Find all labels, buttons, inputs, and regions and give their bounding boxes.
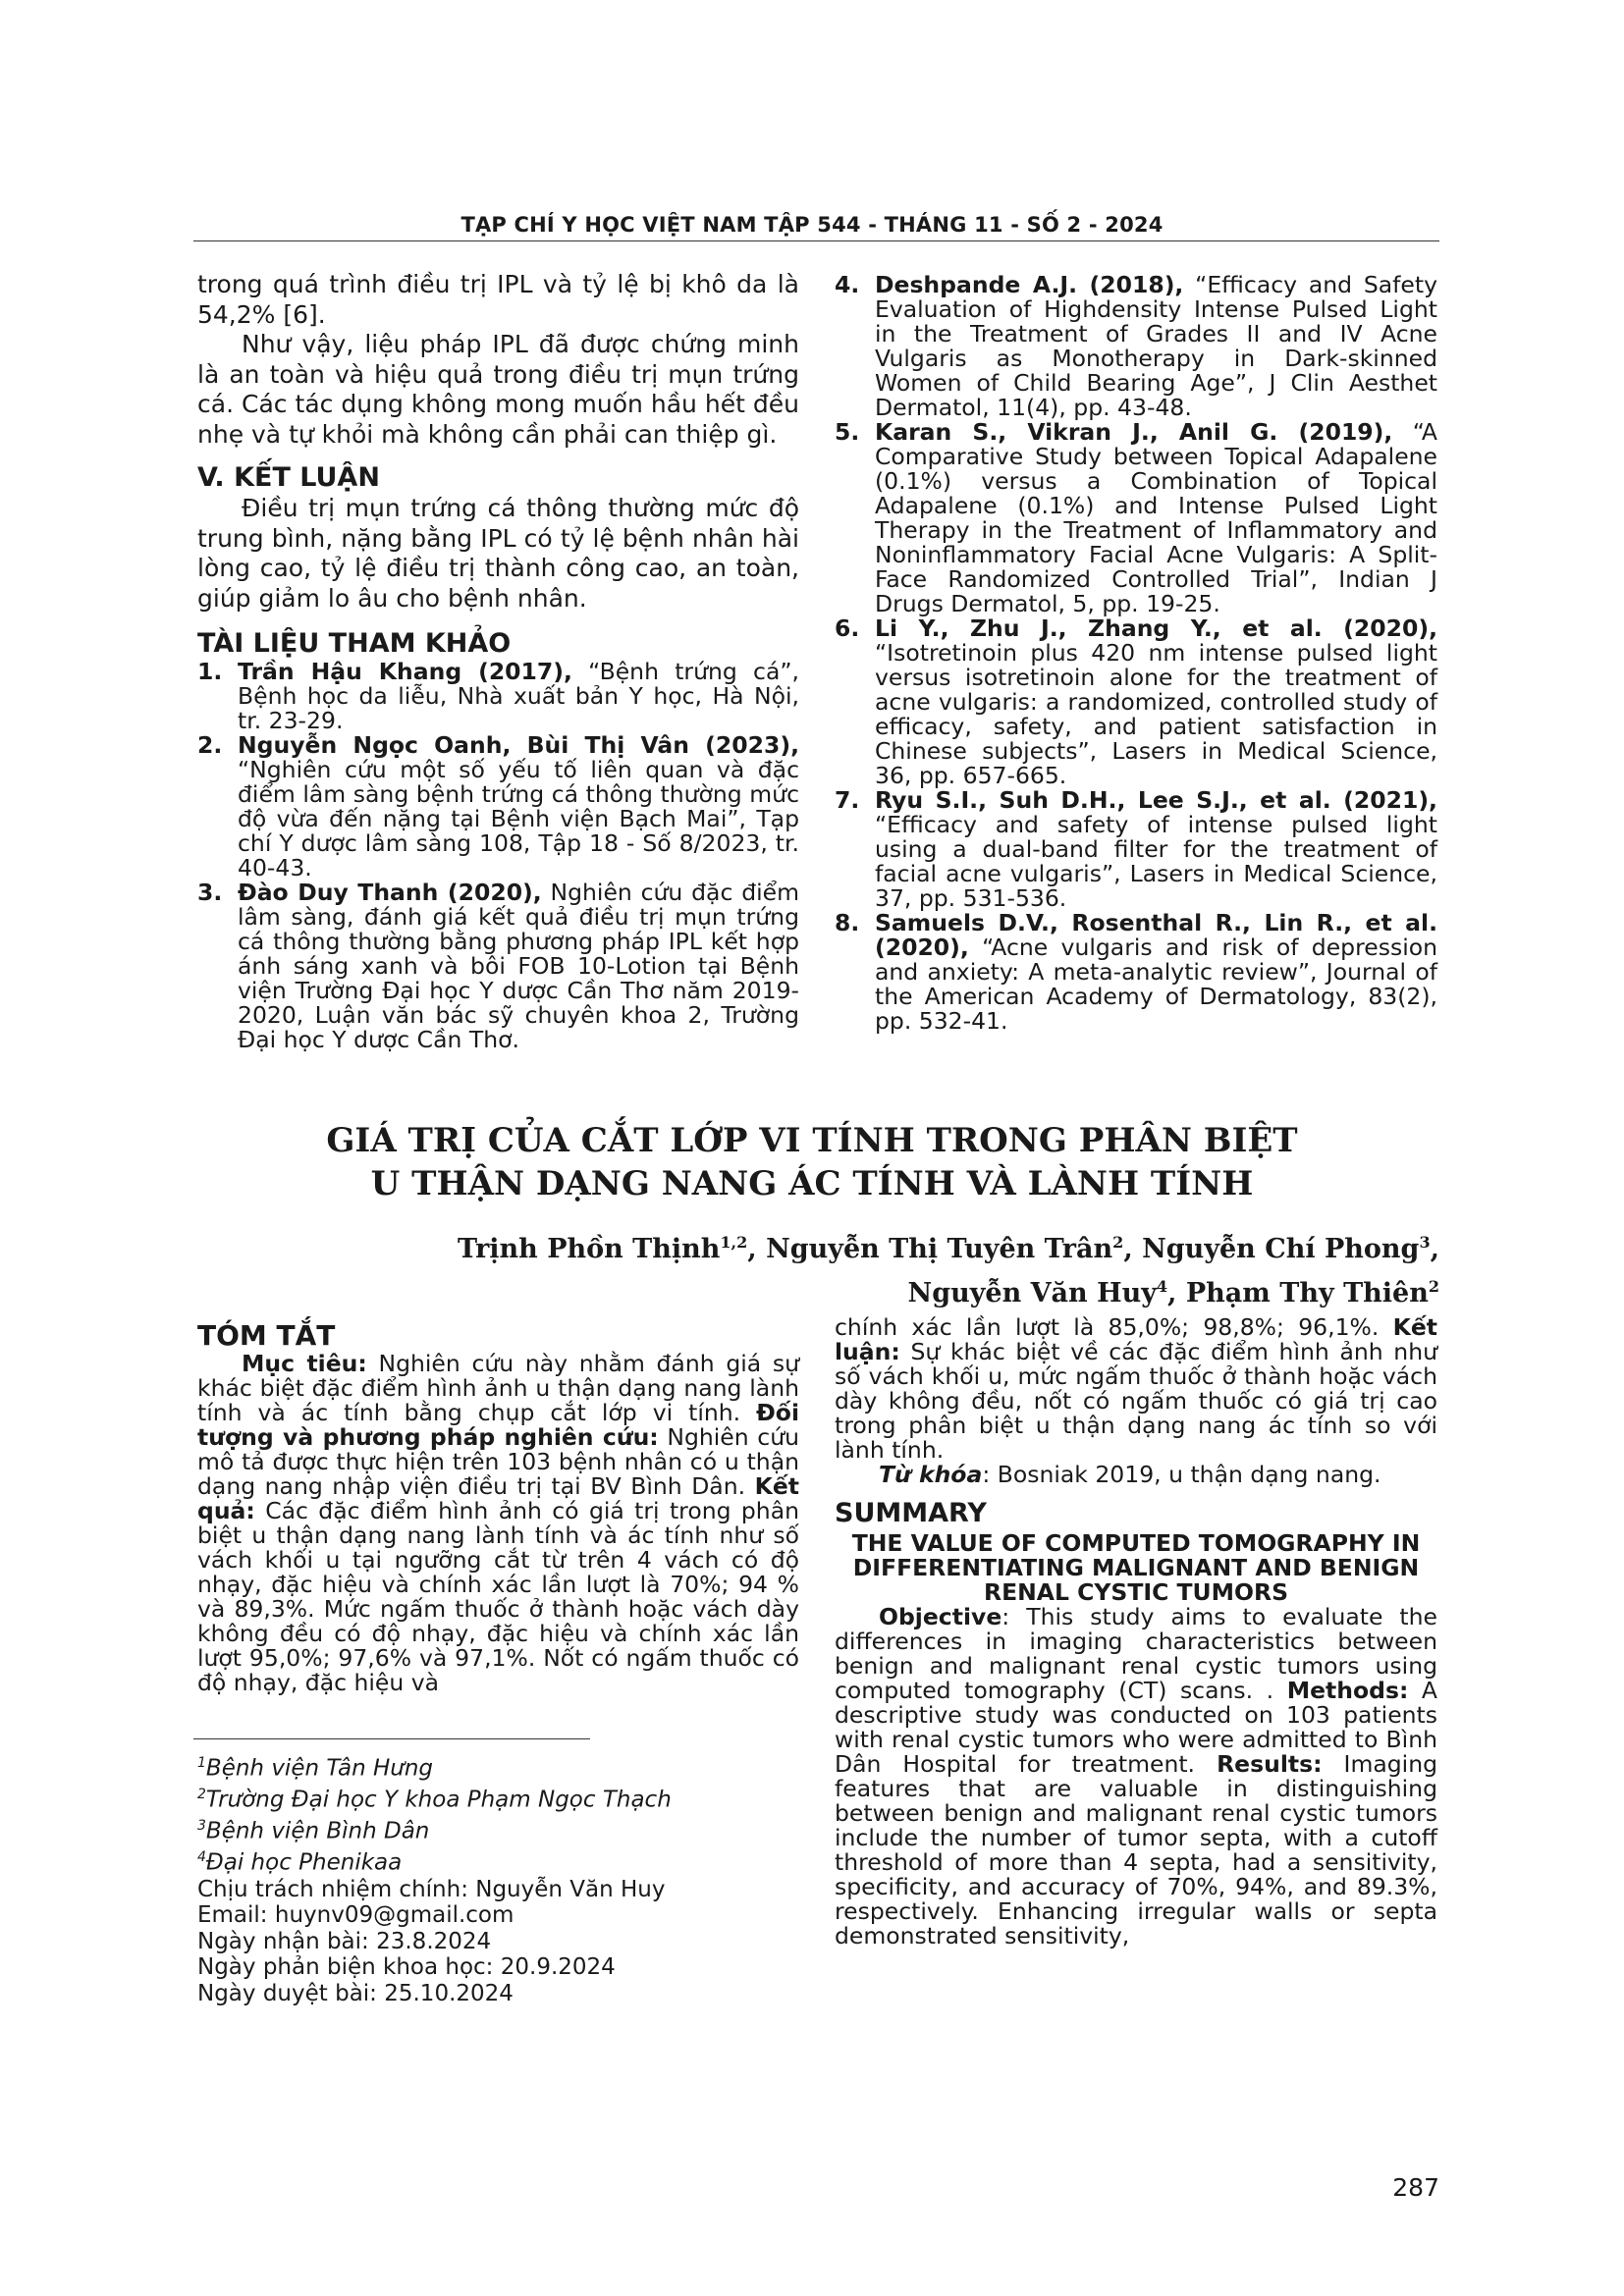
reference-item: 4. Deshpande A.J. (2018), “Efficacy and Safety Evaluation of Highdensity Intense Pulsed Light in the Treatment of Grades II and IV Acne Vulgaris as Monotherapy in Dark-skinned Women of Child Bearing Age”, J Clin Aesthet Dermatol, 11(4), pp. 43-48.: [835, 271, 1438, 421]
author-line-2: Nguyễn Văn Huy$^4$, Phạm Thy Thiên$^2$: [907, 1277, 1439, 1308]
email-line: Email: huynv09@gmail.com: [197, 1902, 514, 1929]
affiliation-2: $^2$Trường Đại học Y khoa Phạm Ngọc Thạch: [197, 1787, 672, 1813]
abstract-heading: TÓM TẮT: [197, 1319, 336, 1352]
abstract-body: Mục tiêu: Nghiên cứu này nhằm đánh giá sự khác biệt đặc điểm hình ảnh u thận dạng nang lành tính và ác tính bằng chụp cắt lớp vi tính. Đối tượng và phương pháp nghiên cứu: Nghiên cứu mô tả được thực hiện trên 103 bệnh nhân có u thận dạng nang nhập viện điều trị tại BV Bình Dân. Kết quả: Các đặc điểm hình ảnh có giá trị trong phân biệt u thận dạng nang lành tính và ác tính như số vách khối u tại ngưỡng cắt từ trên 4 vách có độ nhạy, đặc hiệu và chính xác lần lượt là 70%; 94 % và 89,3%. Mức ngấm thuốc ở thành hoặc vách dày không đều có độ nhạy, đặc hiệu và chính xác lần lượt 95,0%; 97,6% và 97,1%. Nốt có ngấm thuốc có độ nhạy, đặc hiệu và: [197, 1350, 800, 1696]
safety-paragraph: Như vậy, liệu pháp IPL đã được chứng minh là an toàn và hiệu quả trong điều trị mụn trứng cá. Các tác dụng không mong muốn hầu hết đều nhẹ và tự khỏi mà không cần phải can thiệp gì.: [197, 330, 799, 449]
summary-body: Objective: This study aims to evaluate the differences in imaging characteristics between benign and malignant renal cystic tumors using computed tomography (CT) scans. . Methods: A descriptive study was conducted on 103 patients with renal cystic tumors who were admitted to Bình Dân Hospital for treatment. Results: Imaging features that are valuable in distinguishing between benign and malignant renal cystic tumors include the number of tumor septa, with a cutoff threshold of more than 4 septa, had a sensitivity, specificity, and accuracy of 70%, 94%, and 89.3%, respectively. Enhancing irregular walls or septa demonstrated sensitivity,: [835, 1603, 1438, 1949]
article-title: [0, 1119, 1624, 1205]
author-line-1: Trịnh Phồn Thịnh$^{1,2}$, Nguyễn Thị Tuyên Trân$^2$, Nguyễn Chí Phong$^3$,: [457, 1233, 1439, 1264]
author-name: Nguyễn Thị Tuyên Trân: [766, 1234, 1113, 1264]
reference-item: 7. Ryu S.I., Suh D.H., Lee S.J., et al. (2021), “Efficacy and safety of intense pulsed light using a dual-band filter for the treatment of facial acne vulgaris”, Lasers in Medical Science, 37, pp. 531-536.: [835, 786, 1437, 912]
author-affiliation: 4: [1156, 1277, 1168, 1296]
abstract-continuation: chính xác lần lượt là 85,0%; 98,8%; 96,1%. Kết luận: Sự khác biệt về các đặc điểm hình ảnh như số vách khối u, mức ngấm thuốc ở thành hoặc vách dày không đều, nốt có ngấm thuốc có giá trị cao trong phân biệt u thận dạng nang ác tính so với lành tính.: [835, 1313, 1437, 1464]
conclusion-paragraph: Điều trị mụn trứng cá thông thường mức độ trung bình, nặng bằng IPL có tỷ lệ bệnh nhân hài lòng cao, tỷ lệ điều trị thành công cao, an toàn, giúp giảm lo âu cho bệnh nhân.: [197, 494, 799, 613]
reference-item: 1. Trần Hậu Khang (2017), “Bệnh trứng cá”, Bệnh học da liễu, Nhà xuất bản Y học, Hà Nội, tr. 23-29.: [197, 658, 799, 734]
affiliation-3: $^3$Bệnh viện Bình Dân: [197, 1818, 430, 1844]
author-name: Nguyễn Chí Phong: [1142, 1234, 1420, 1264]
affiliation-1: $^1$Bệnh viện Tân Hưng: [197, 1755, 434, 1782]
header-rule: [193, 240, 1439, 241]
page-number: 287: [1392, 2173, 1439, 2202]
abstract-vi: [197, 1319, 800, 1696]
left-column-top: [197, 270, 799, 1052]
author-affiliation: 2: [1428, 1277, 1439, 1296]
article-title-line-2: U THẬN DẠNG NANG ÁC TÍNH VÀ LÀNH TÍNH: [370, 1164, 1254, 1203]
review-date: Ngày phản biện khoa học: 20.9.2024: [197, 1954, 616, 1981]
keywords: Từ khóa: Bosniak 2019, u thận dạng nang.: [879, 1461, 1381, 1488]
article-title-line-1: GIÁ TRỊ CỦA CẮT LỚP VI TÍNH TRONG PHÂN BIỆT: [326, 1121, 1298, 1160]
footnote-rule: [193, 1738, 590, 1739]
footnotes: [197, 1750, 799, 2006]
author-affiliation: 2: [1112, 1233, 1124, 1252]
author-affiliation: 1,2: [720, 1233, 748, 1252]
responsible-author: Chịu trách nhiệm chính: Nguyễn Văn Huy: [197, 1876, 666, 1902]
conclusion-heading: V. KẾT LUẬN: [197, 462, 380, 493]
author-name: Phạm Thy Thiên: [1185, 1278, 1429, 1308]
right-column-top: [835, 273, 1437, 1034]
author-affiliation: 3: [1419, 1233, 1431, 1252]
reference-item: 5. Karan S., Vikran J., Anil G. (2019), “A Comparative Study between Topical Adapalene (0.1%) versus a Combination of Topical Adapalene (0.1%) and Intense Pulsed Light Therapy in the Treatment of Inflammatory and Noninflammatory Facial Acne Vulgaris: A Split-Face Randomized Controlled Trial”, Indian J Drugs Dermatol, 5, pp. 19-25.: [835, 418, 1437, 617]
summary-title: THE VALUE OF COMPUTED TOMOGRAPHY IN DIFFERENTIATING MALIGNANT AND BENIGN RENAL CYSTIC TUMORS: [851, 1529, 1421, 1606]
received-date: Ngày nhận bài: 23.8.2024: [197, 1928, 492, 1954]
reference-item: 6. Li Y., Zhu J., Zhang Y., et al. (2020), “Isotretinoin plus 420 nm intense pulsed light versus isotretinoin alone for the treatment of acne vulgaris: a randomized, controlled study of efficacy, safety, and patient satisfaction in Chinese subjects”, Lasers in Medical Science, 36, pp. 657-665.: [835, 614, 1437, 789]
right-column-lower: [835, 1315, 1437, 1949]
references-heading: TÀI LIỆU THAM KHẢO: [197, 628, 512, 659]
reference-item: 2. Nguyễn Ngọc Oanh, Bùi Thị Vân (2023), “Nghiên cứu một số yếu tố liên quan và đặc điểm lâm sàng bệnh trứng cá thông thường mức độ vừa đến nặng tại Bệnh viện Bạch Mai”, Tạp chí Y dược lâm sàng 108, Tập 18 - Số 8/2023, tr. 40-43.: [197, 731, 799, 881]
author-name: Trịnh Phồn Thịnh: [457, 1234, 721, 1264]
reference-item: 8. Samuels D.V., Rosenthal R., Lin R., et al. (2020), “Acne vulgaris and risk of depression and anxiety: A meta-analytic review”, Journal of the American Academy of Dermatology, 83(2), pp. 532-41.: [835, 909, 1437, 1035]
author-name: Nguyễn Văn Huy: [907, 1278, 1157, 1308]
author-list: [359, 1224, 1439, 1312]
reference-item: 3. Đào Duy Thanh (2020), Nghiên cứu đặc điểm lâm sàng, đánh giá kết quả điều trị mụn trứng cá thông thường bằng phương pháp IPL kết hợp ánh sáng xanh và bôi FOB 10-Lotion tại Bệnh viện Trường Đại học Y dược Cần Thơ năm 2019-2020, Luận văn bác sỹ chuyên khoa 2, Trường Đại học Y dược Cần Thơ.: [197, 879, 799, 1053]
running-header: TẠP CHÍ Y HỌC VIỆT NAM TẬP 544 - THÁNG 11 - SỐ 2 - 2024: [460, 213, 1164, 237]
affiliation-4: $^4$Đại học Phenikaa: [197, 1849, 403, 1877]
summary-heading: SUMMARY: [835, 1498, 987, 1528]
continued-paragraph: trong quá trình điều trị IPL và tỷ lệ bị khô da là 54,2% [6].: [197, 270, 799, 329]
accepted-date: Ngày duyệt bài: 25.10.2024: [197, 1980, 514, 2006]
